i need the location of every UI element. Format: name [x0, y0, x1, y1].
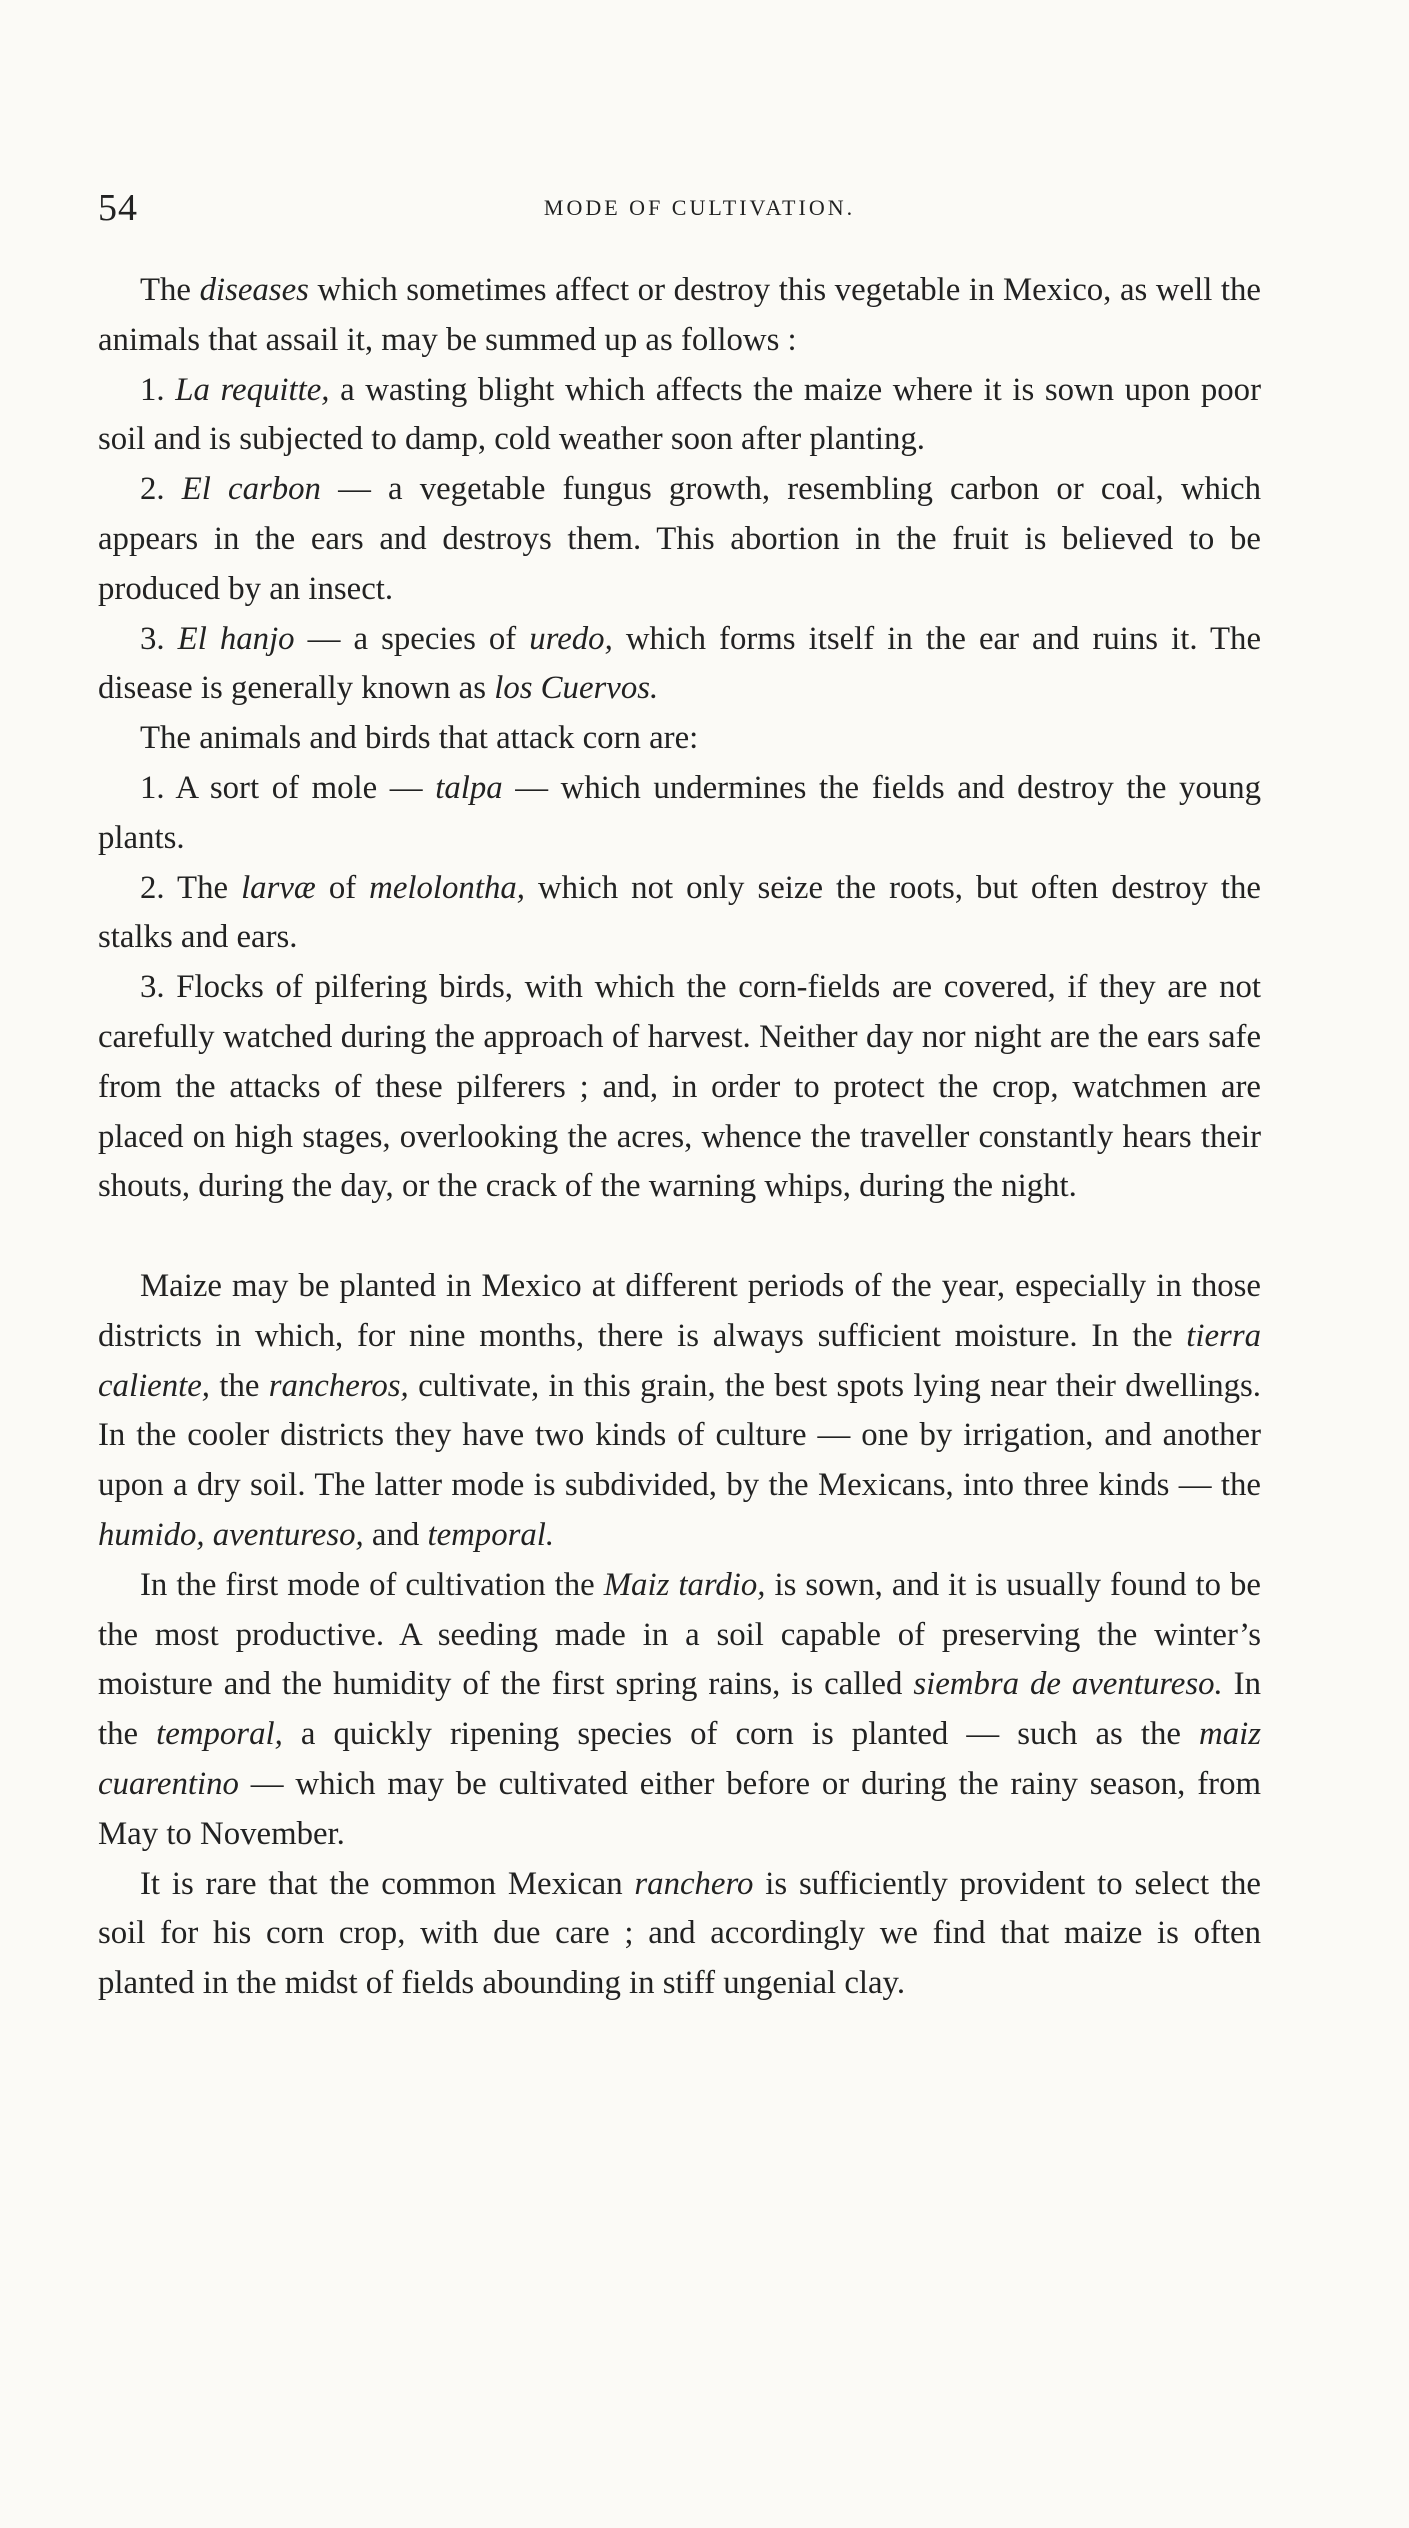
paragraph-animals-intro — [98, 714, 1261, 764]
text-run: which forms itself in the ear and ruins it. The disease is generally known as — [98, 620, 1262, 707]
text-run: of — [315, 869, 370, 906]
paragraph-animal-2 — [98, 864, 1261, 964]
paragraph-disease-3 — [98, 615, 1261, 715]
italic-term: Maiz tardio, — [603, 1566, 766, 1603]
text-run: is sown, and it is usually found to be the most productive. A seeding made in a soil capable of preserving the winter’s moisture and the humidity of the first spring rains, is called — [98, 1566, 1261, 1703]
text-run: In the — [98, 1666, 1261, 1753]
text-run: 3. Flocks of pilfering birds, with which the corn-fields are covered, if they are not carefully watched during the approach of harvest. Neither day nor night are the ears safe from the attacks of these pilferers ; and, in order to protect the crop, watchmen are placed on high stages, overlooking the acres, whence the traveller constantly hears their shouts, during the day, or the crack of the warning whips, during the night. — [98, 969, 1261, 1205]
italic-term: El carbon — [181, 471, 321, 508]
italic-term: diseases — [199, 272, 309, 308]
text-run: The animals and birds that attack corn are: — [140, 720, 699, 757]
text-run: which not only seize the roots, but often destroy the stalks and ears. — [98, 869, 1261, 956]
text-run: It is rare that the common Mexican — [140, 1865, 635, 1902]
page-number: 54 — [98, 187, 138, 229]
body-text — [98, 266, 1261, 2009]
italic-term: siembra de aventureso. — [913, 1666, 1223, 1703]
italic-term: talpa — [435, 769, 503, 806]
paragraph-animal-3 — [98, 963, 1261, 1212]
italic-term: temporal. — [427, 1516, 555, 1553]
paragraph-ranchero — [98, 1860, 1261, 2009]
text-run: cultivate, in this grain, the best spots lying near their dwellings. In the cooler districts they have two kinds of culture — one by irrigation, and another upon a dry soil. The latter mode is subdivided, by the Mexicans, into three kinds — the — [98, 1367, 1262, 1504]
text-run: and — [363, 1516, 428, 1553]
text-run: 3. — [140, 620, 178, 657]
italic-term: ranchero — [634, 1865, 754, 1902]
paragraph-animal-1 — [98, 764, 1261, 864]
paragraph-first-mode — [98, 1561, 1261, 1860]
text-run: 2. — [140, 471, 182, 508]
text-run: a wasting blight which affects the maize where it is sown upon poor soil and is subjected to damp, cold weather soon after planting. — [98, 371, 1262, 458]
text-run: — a species of — [294, 620, 530, 657]
italic-term: temporal, — [156, 1716, 283, 1753]
paragraph-planting — [98, 1262, 1261, 1561]
text-run: Maize may be planted in Mexico at different periods of the year, especially in those districts in which, for nine months, there is always sufficient moisture. In the — [98, 1267, 1261, 1354]
text-run: 1. A sort of mole — — [140, 769, 436, 806]
text-run: 2. The — [140, 869, 242, 906]
italic-term: melolontha, — [369, 869, 525, 906]
italic-term: rancheros, — [268, 1367, 409, 1404]
text-run: which sometimes affect or destroy this vegetable in Mexico, as well the animals that assail it, may be summed up as follows : — [98, 272, 1261, 358]
italic-term: La requitte, — [175, 371, 330, 408]
italic-term: humido, — [98, 1516, 205, 1553]
page-header — [98, 178, 1261, 238]
paragraph-disease-1 — [98, 366, 1261, 466]
italic-term: El hanjo — [177, 620, 295, 657]
italic-term: maiz cuarentino — [98, 1716, 1261, 1802]
text-run: — which undermines the fields and destroy the young plants. — [98, 769, 1261, 856]
paragraph-disease-2 — [98, 465, 1261, 614]
italic-term: aventureso, — [212, 1516, 364, 1553]
text-run: — a vegetable fungus growth, resembling carbon or coal, which appears in the ears and destroys them. This abortion in the fruit is believed to be produced by an insect. — [98, 471, 1262, 607]
italic-term: tierra caliente, — [98, 1317, 1261, 1404]
italic-term: larvæ — [241, 869, 316, 906]
text-run: The — [140, 272, 200, 308]
text-run: — which may be cultivated either before or during the rainy season, from May to November. — [98, 1765, 1261, 1852]
italic-term: uredo, — [529, 620, 613, 657]
running-head: MODE OF CULTIVATION. — [543, 195, 856, 220]
text-run: a quickly ripening species of corn is planted — such as the — [282, 1716, 1200, 1753]
text-run — [205, 1517, 213, 1553]
paragraph-intro — [98, 266, 1261, 366]
text-run: In the first mode of cultivation the — [140, 1566, 604, 1603]
italic-term: los Cuervos. — [494, 670, 659, 707]
text-run: 1. — [140, 371, 176, 408]
text-run: is sufficiently provident to select the soil for his corn crop, with due care ; and accordingly we find that maize is often planted in the midst of fields abounding in stiff ungenial clay. — [98, 1865, 1261, 2002]
text-run: the — [210, 1367, 269, 1404]
